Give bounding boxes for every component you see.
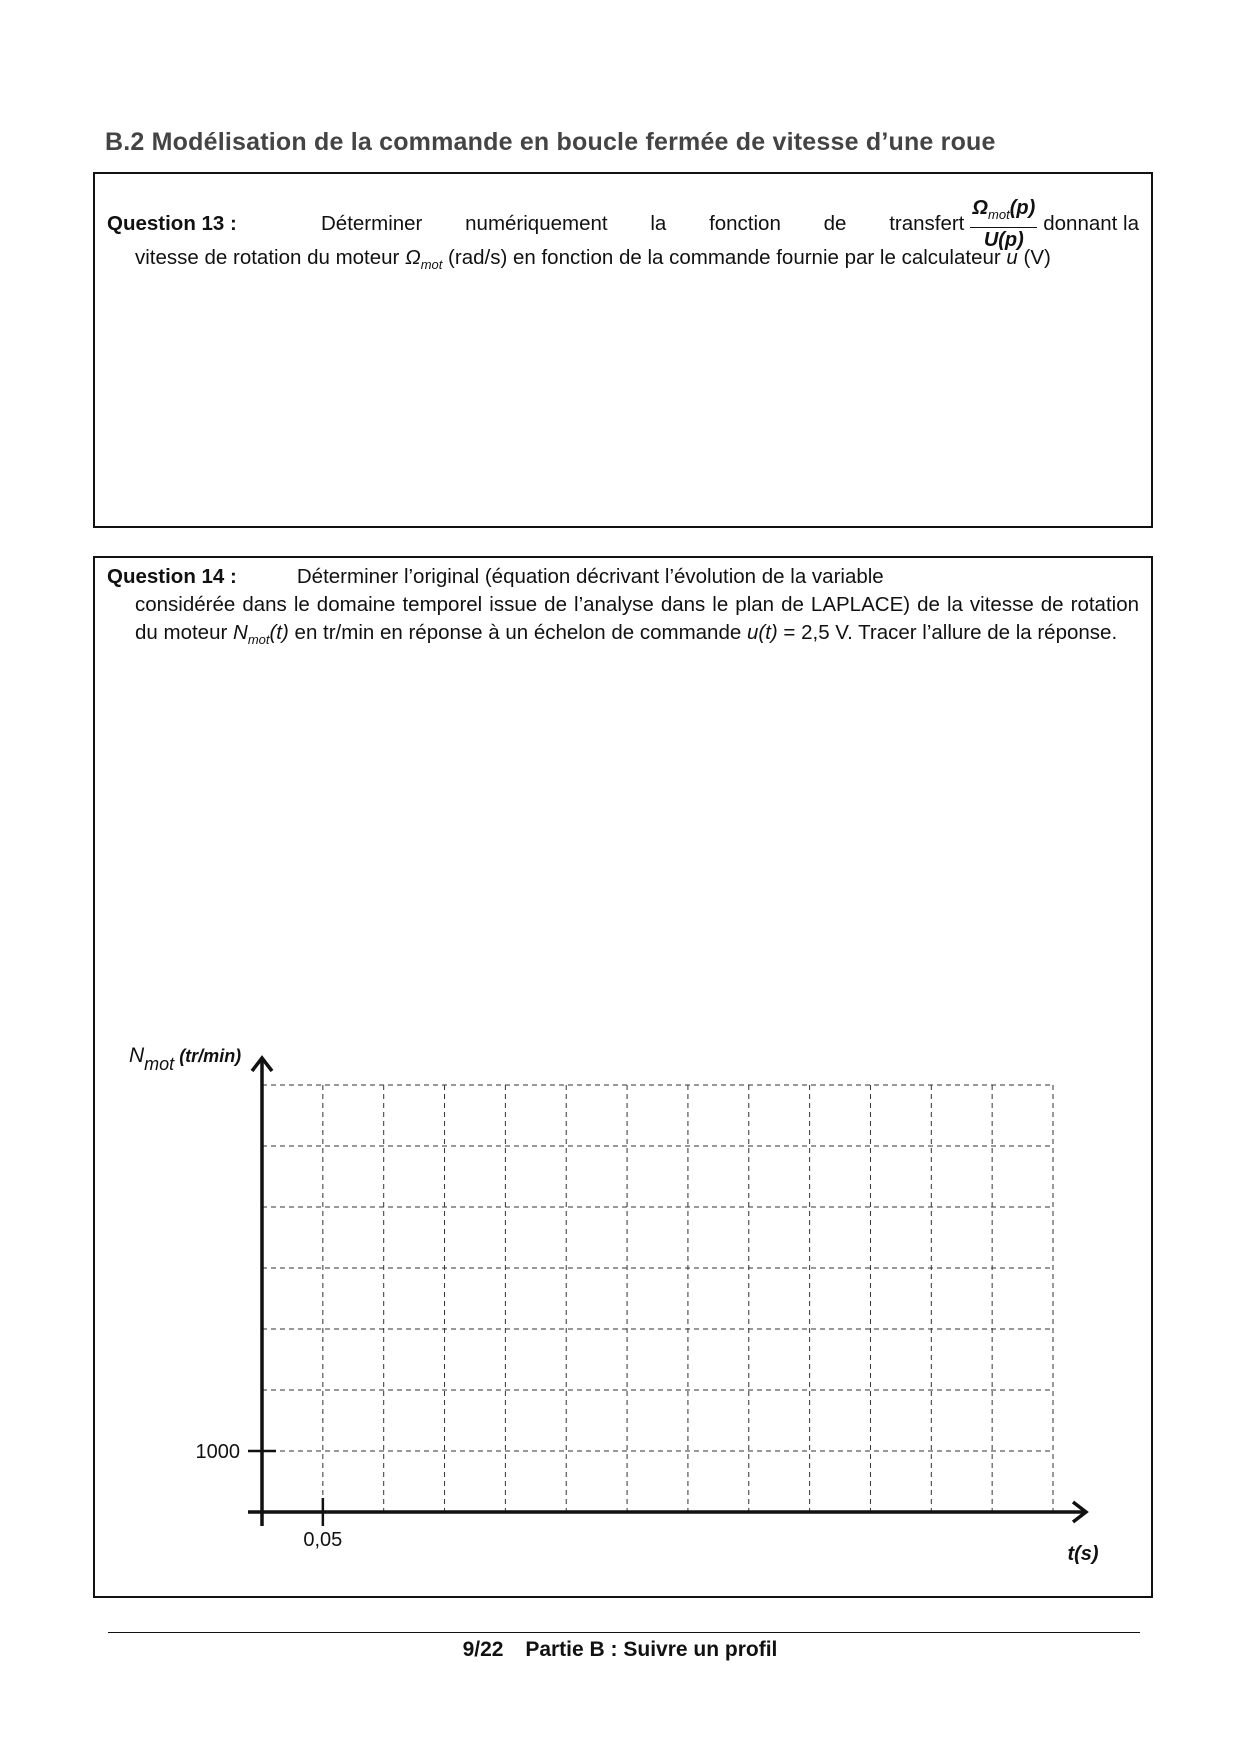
- question-13-text: vitesse de rotation du moteur $\Omega_{mot}$ (rad/s) en fonction de la commande fournie par le calculateur u (V): [135, 246, 1051, 273]
- n-symbol: $N_{mot}(t)$: [233, 621, 289, 648]
- q13-word: numériquement: [465, 212, 608, 235]
- q13-word: la: [650, 212, 667, 235]
- section-title: B.2 Modélisation de la commande en boucle fermée de vitesse d’une roue: [105, 128, 996, 156]
- u-symbol: u: [746, 621, 759, 644]
- omega-symbol: $\Omega_{mot}$: [405, 246, 443, 273]
- q13-word: transfert: [889, 212, 965, 235]
- x-tick-label: 0,05: [303, 1529, 343, 1551]
- fraction-denominator: U(p): [983, 229, 1024, 251]
- page-number: 9/22: [462, 1638, 504, 1661]
- q13-word: fonction: [709, 212, 781, 235]
- footer: [0, 1638, 1240, 1662]
- q13-word: Déterminer: [321, 212, 423, 235]
- q13-word: de: [823, 212, 847, 235]
- footer-part-title: Partie B : Suivre un profil: [525, 1638, 778, 1661]
- x-axis-label: t(s): [1067, 1543, 1099, 1565]
- question-14-label: Question 14 :: [107, 565, 237, 588]
- fraction-numerator: $\Omega_{mot}(p)$: [970, 196, 1037, 228]
- q13-after-fraction: donnant la: [1043, 212, 1139, 235]
- question-13-label: Question 13 :: [107, 212, 237, 235]
- footer-rule: [108, 1632, 1140, 1633]
- u-symbol: u: [1006, 246, 1018, 269]
- y-axis-label: Nmot (tr/min): [129, 1044, 242, 1074]
- y-tick-label: 1000: [195, 1441, 240, 1463]
- question-14-text: Question 14 : Déterminer l’original (équation décrivant l’évolution de la variable considérée dans le domaine temporel issue de l’analyse dans le plan de LAPLACE) de la vitesse de rotation du moteur $N_{mot}(t)$ en tr/min en réponse à un échelon de commande u(t) = 2,5 V. Tracer l’allure de la réponse.: [107, 565, 1139, 648]
